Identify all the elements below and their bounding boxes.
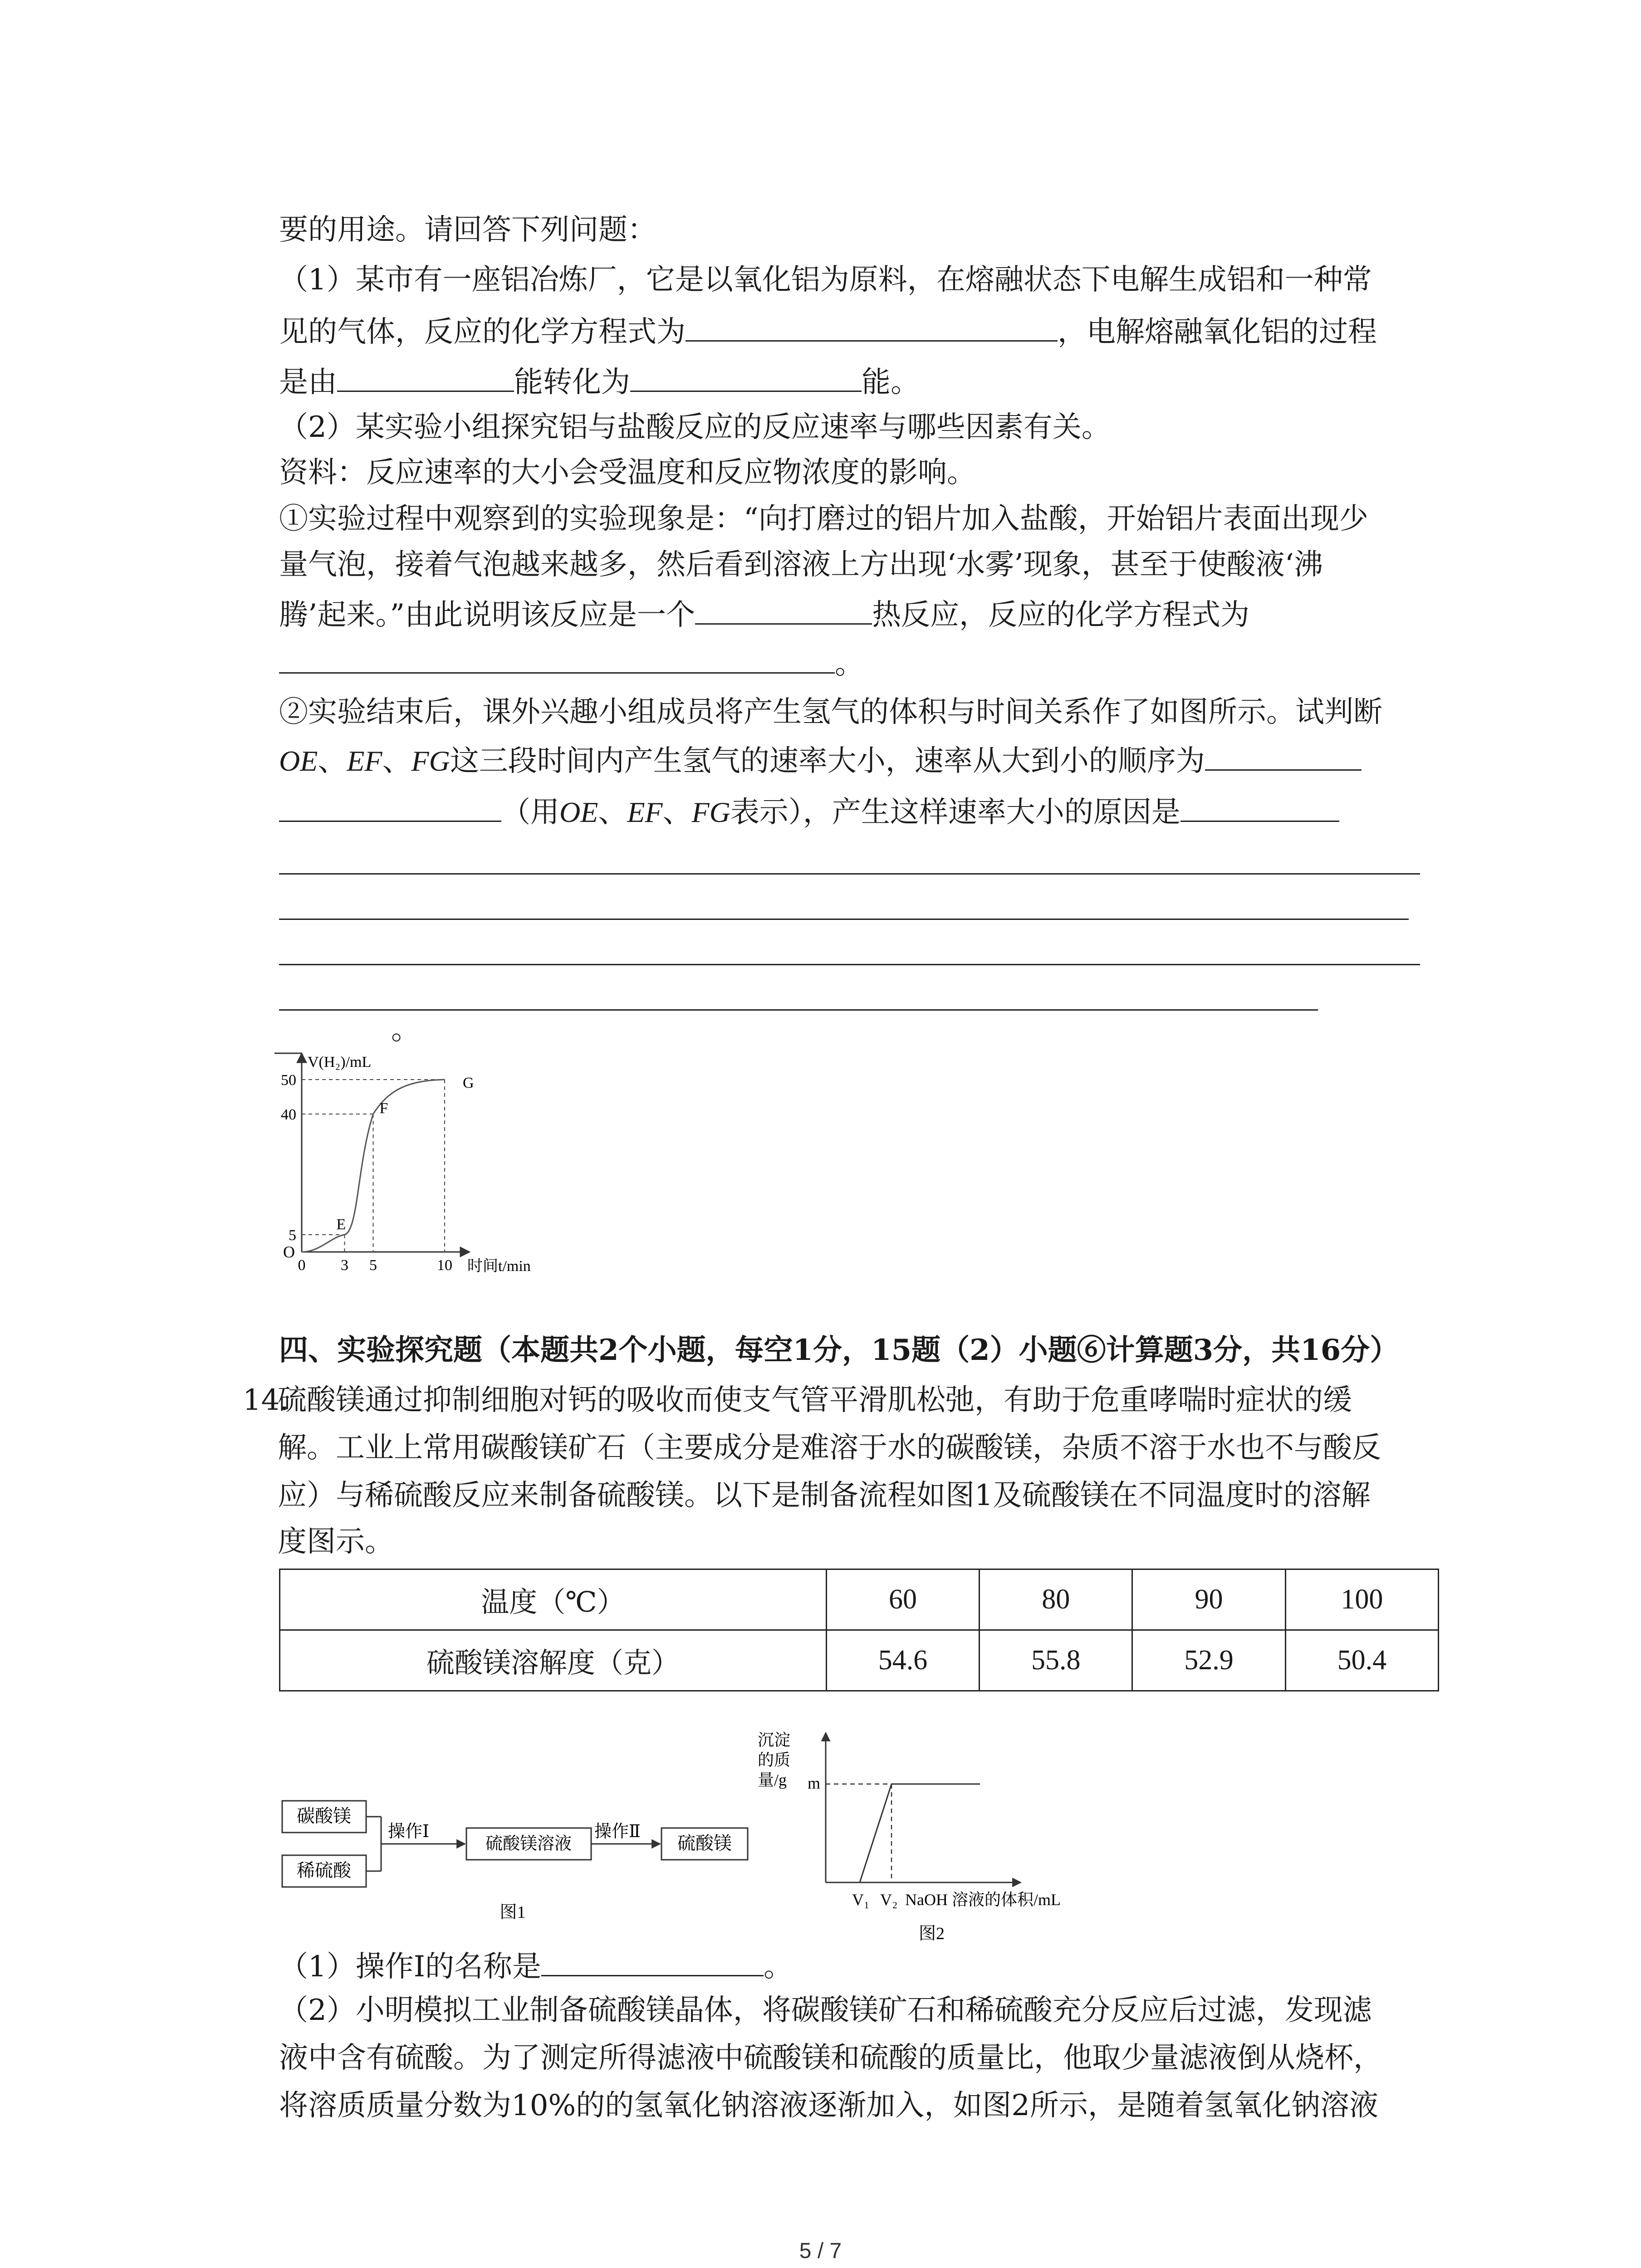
answer-blank[interactable] bbox=[695, 594, 872, 625]
m-label: m bbox=[808, 1774, 821, 1792]
operation-label: 操作Ⅰ bbox=[388, 1822, 430, 1841]
segment-oe: OE bbox=[559, 796, 598, 828]
table-cell: 90 bbox=[1132, 1569, 1285, 1630]
text-segment: 。 bbox=[835, 647, 864, 681]
text-line: ②实验结束后，课外兴趣小组成员将产生氢气的体积与时间关系作了如图所示。试判断 bbox=[279, 695, 1382, 729]
answer-blank[interactable] bbox=[686, 311, 1058, 342]
text-segment: 。 bbox=[764, 1950, 793, 1984]
text-line bbox=[279, 594, 1249, 634]
v2-label: V₂ bbox=[880, 1891, 898, 1909]
text-line: （2）小明模拟工业制备硫酸镁晶体，将碳酸镁矿石和稀硫酸充分反应后过滤，发现滤 bbox=[279, 1994, 1372, 2027]
segment-ef: EF bbox=[347, 745, 382, 777]
table-cell: 55.8 bbox=[980, 1630, 1132, 1691]
answer-line[interactable] bbox=[279, 919, 1409, 920]
y-tick-label: 40 bbox=[281, 1106, 296, 1123]
page-number: 5 / 7 bbox=[799, 2239, 842, 2263]
table-cell: 80 bbox=[980, 1569, 1132, 1630]
table-cell: 60 bbox=[826, 1569, 979, 1630]
point-label: G bbox=[463, 1075, 474, 1091]
text-line: 液中含有硫酸。为了测定所得滤液中硫酸镁和硫酸的质量比，他取少量滤液倒从烧杯， bbox=[279, 2041, 1382, 2075]
text-segment: 。 bbox=[391, 1013, 420, 1046]
text-segment: ，电解熔融氧化铝的过程 bbox=[1058, 315, 1377, 349]
x-axis-label: 时间t/min bbox=[467, 1258, 531, 1275]
y-axis-label: V(H₂)/mL bbox=[308, 1054, 372, 1070]
text-segment: 、 bbox=[662, 796, 692, 829]
table-cell: 硫酸镁溶解度（克） bbox=[280, 1630, 827, 1691]
text-segment: 、 bbox=[598, 796, 627, 829]
text-line bbox=[279, 740, 1362, 780]
text-line: （1）某市有一座铝冶炼厂，它是以氧化铝为原料，在熔融状态下电解生成铝和一种常 bbox=[279, 263, 1372, 297]
answer-blank[interactable] bbox=[337, 362, 514, 392]
x-tick-label: 0 bbox=[298, 1257, 306, 1274]
text-line bbox=[279, 362, 920, 401]
segment-oe: OE bbox=[279, 745, 318, 777]
process-flow-diagram bbox=[272, 1792, 762, 1928]
figure-caption: 图2 bbox=[919, 1924, 945, 1943]
text-segment: 是由 bbox=[279, 366, 337, 399]
text-line: 量气泡，接着气泡越来越多，然后看到溶液上方出现‘水雾’现象，甚至于使酸液‘沸 bbox=[279, 548, 1323, 582]
text-line bbox=[279, 792, 1339, 831]
text-line: 解。工业上常用碳酸镁矿石（主要成分是难溶于水的碳酸镁，杂质不溶于水也不与酸反 bbox=[278, 1431, 1381, 1465]
point-label: F bbox=[379, 1100, 388, 1117]
table-cell: 52.9 bbox=[1132, 1630, 1285, 1691]
figure-caption: 图1 bbox=[500, 1903, 526, 1922]
y-axis-label: 沉淀 bbox=[758, 1731, 791, 1749]
table-row bbox=[280, 1569, 1439, 1630]
x-axis-label: NaOH 溶液的体积/mL bbox=[905, 1891, 1061, 1909]
answer-blank[interactable] bbox=[1181, 792, 1339, 822]
text-segment: 、 bbox=[382, 744, 411, 778]
hydrogen-volume-graph bbox=[268, 1048, 585, 1284]
text-segment: 能转化为 bbox=[514, 366, 630, 399]
y-tick-label: 50 bbox=[281, 1072, 296, 1089]
y-axis-label: 的质 bbox=[758, 1751, 791, 1769]
text-line: ①实验过程中观察到的实验现象是：“向打磨过的铝片加入盐酸，开始铝片表面出现少 bbox=[279, 502, 1368, 536]
text-line: 度图示。 bbox=[278, 1525, 394, 1559]
text-segment: （用 bbox=[501, 796, 559, 829]
text-segment: 这三段时间内产生氢气的速率大小，速率从大到小的顺序为 bbox=[450, 744, 1205, 778]
text-line: 要的用途。请回答下列问题： bbox=[279, 213, 656, 247]
origin-label: O bbox=[283, 1243, 295, 1261]
answer-blank[interactable] bbox=[279, 643, 835, 674]
text-segment: 表示），产生这样速率大小的原因是 bbox=[730, 796, 1181, 829]
table-cell: 温度（℃） bbox=[280, 1569, 827, 1630]
text-segment: 热反应，反应的化学方程式为 bbox=[872, 598, 1250, 632]
answer-line[interactable] bbox=[279, 964, 1420, 965]
segment-fg: FG bbox=[691, 796, 730, 828]
table-cell: 54.6 bbox=[826, 1630, 979, 1691]
y-tick-label: 5 bbox=[289, 1227, 296, 1244]
text-line bbox=[279, 1946, 793, 1986]
text-line: 资料：反应速率的大小会受温度和反应物浓度的影响。 bbox=[279, 456, 976, 489]
table-row bbox=[280, 1630, 1439, 1691]
flow-box-label: 硫酸镁溶液 bbox=[485, 1834, 572, 1853]
flow-box-label: 硫酸镁 bbox=[677, 1833, 732, 1853]
text-line bbox=[279, 311, 1377, 351]
flow-box-label: 稀硫酸 bbox=[297, 1860, 351, 1881]
point-label: E bbox=[336, 1216, 346, 1233]
flow-box-label: 碳酸镁 bbox=[297, 1806, 351, 1826]
answer-blank[interactable] bbox=[541, 1946, 764, 1976]
table-cell: 50.4 bbox=[1285, 1630, 1438, 1691]
text-segment: 见的气体，反应的化学方程式为 bbox=[279, 315, 686, 349]
point-labels bbox=[337, 1075, 474, 1233]
answer-blank[interactable] bbox=[279, 792, 501, 822]
text-line: （2）某实验小组探究铝与盐酸反应的反应速率与哪些因素有关。 bbox=[279, 411, 1111, 444]
operation-label: 操作Ⅱ bbox=[594, 1822, 641, 1841]
answer-line[interactable] bbox=[279, 1009, 1318, 1011]
section-title: 四、实验探究题（本题共2个小题，每空1分，15题（2）小题⑥计算题3分，共16分） bbox=[279, 1333, 1399, 1367]
v1-label: V₁ bbox=[852, 1891, 870, 1909]
answer-blank[interactable] bbox=[630, 362, 862, 392]
text-segment: 、 bbox=[318, 744, 347, 778]
x-tick-label: 3 bbox=[341, 1257, 348, 1274]
segment-ef: EF bbox=[627, 796, 663, 828]
question-number: 14. bbox=[243, 1383, 289, 1417]
guide-lines bbox=[302, 1080, 445, 1252]
solubility-table bbox=[279, 1569, 1439, 1691]
text-segment: 能。 bbox=[862, 366, 920, 399]
text-segment: （1）操作Ⅰ的名称是 bbox=[279, 1950, 541, 1984]
tick-labels bbox=[281, 1072, 452, 1274]
y-axis-label: 量/g bbox=[758, 1771, 787, 1789]
precipitate-curve bbox=[826, 1784, 980, 1882]
text-segment: 腾’起来。”由此说明该反应是一个 bbox=[279, 598, 696, 632]
text-line: 应）与稀硫酸反应来制备硫酸镁。以下是制备流程如图1及硫酸镁在不同温度时的溶解 bbox=[278, 1479, 1371, 1512]
text-line: 将溶质质量分数为10%的的氢氧化钠溶液逐渐加入，如图2所示，是随着氢氧化钠溶液 bbox=[279, 2089, 1378, 2122]
text-line: 硫酸镁通过抑制细胞对钙的吸收而使支气管平滑肌松弛，有助于危重哮喘时症状的缓 bbox=[278, 1383, 1352, 1417]
answer-blank[interactable] bbox=[1205, 740, 1362, 771]
precipitate-graph bbox=[749, 1724, 1112, 1950]
x-tick-label: 10 bbox=[437, 1257, 452, 1274]
x-tick-label: 5 bbox=[369, 1257, 377, 1274]
table-cell: 100 bbox=[1285, 1569, 1438, 1630]
answer-line[interactable] bbox=[279, 873, 1420, 875]
text-line bbox=[279, 643, 864, 683]
segment-fg: FG bbox=[411, 745, 450, 777]
